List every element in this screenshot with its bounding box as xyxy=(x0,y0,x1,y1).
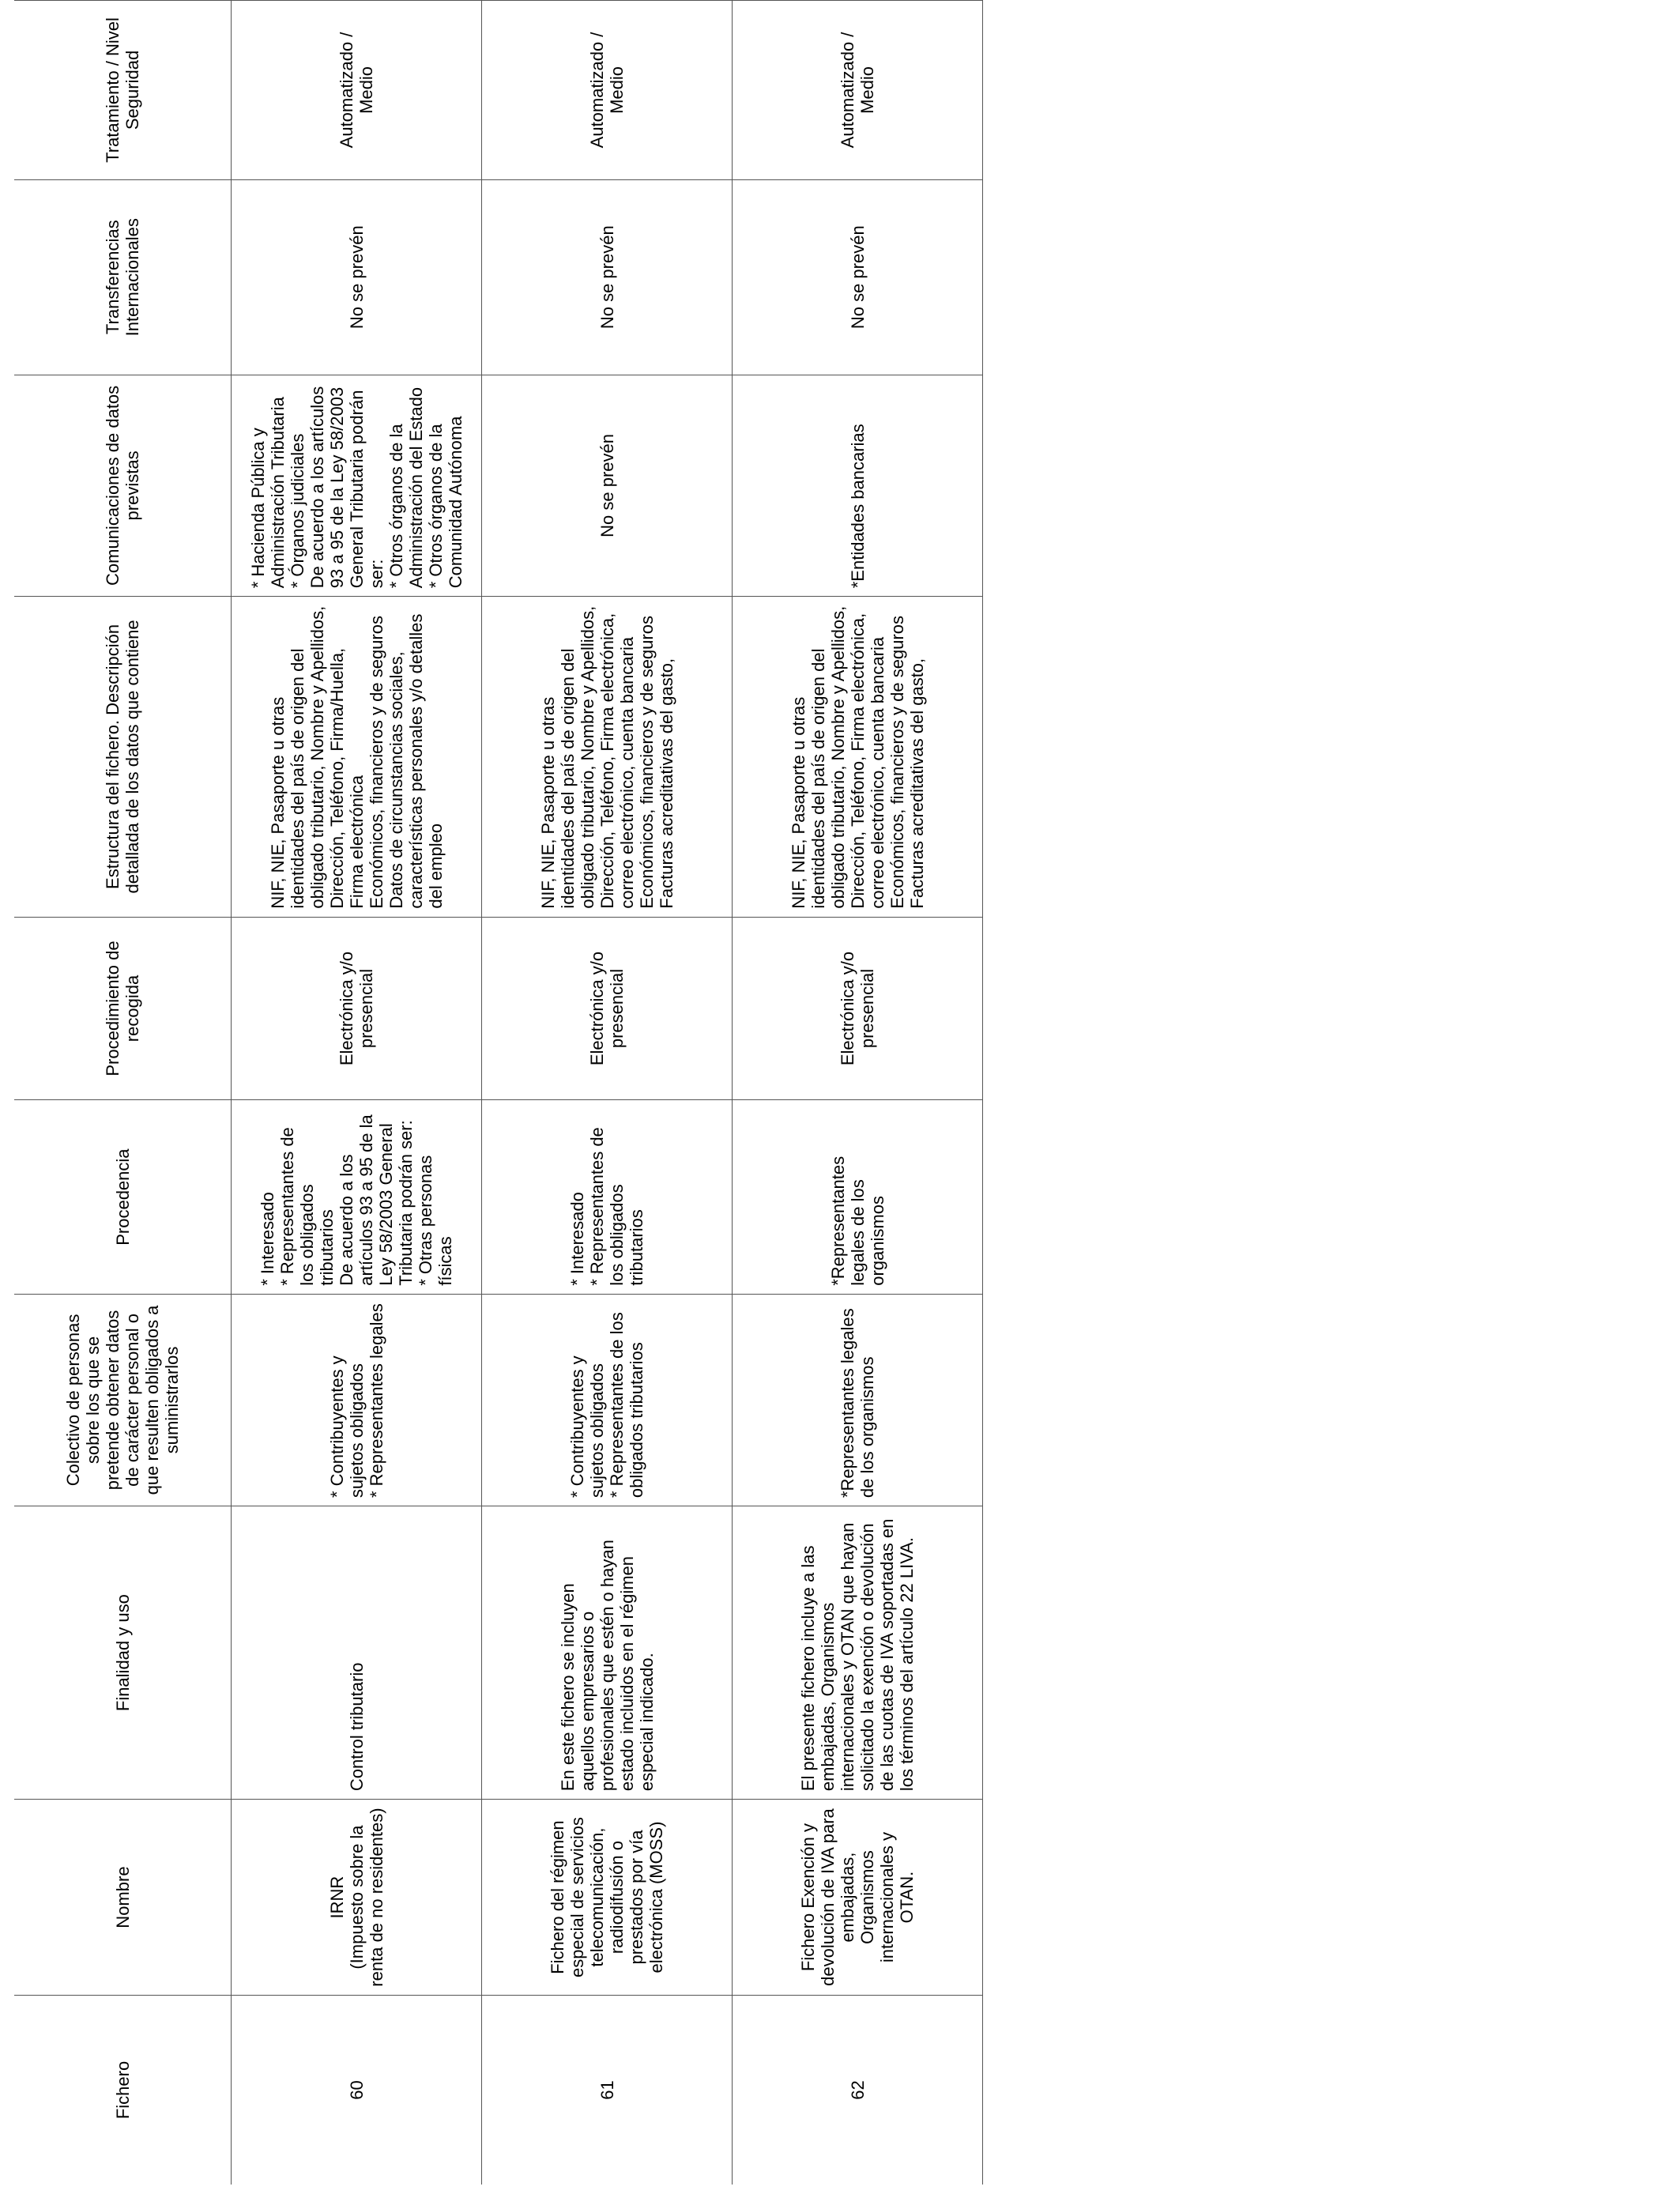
cell-tratamiento: Automatizado / Medio xyxy=(482,1,733,180)
cell-finalidad: El presente fichero incluye a las embajadas, Organismos internacionales y OTAN que hayan solicitado la exención o devolución de las cuotas de IVA soportadas en los términos del artículo 22 LIVA. xyxy=(733,1506,983,1800)
cell-colectivo: * Contribuyentes y sujetos obligados * Representantes legales xyxy=(232,1294,482,1506)
cell-procedencia: * Interesado * Representantes de los obligados tributarios De acuerdo a los artículos 93 a 95 de la Ley 58/2003 General Tributaria podrán ser: * Otras personas físicas xyxy=(232,1100,482,1294)
cell-transferencias: No se prevén xyxy=(482,179,733,375)
header-nombre: Nombre xyxy=(14,1800,232,1996)
cell-comunicaciones: *Entidades bancarias xyxy=(733,375,983,597)
cell-nombre: Fichero Exención y devolución de IVA para embajadas, Organismos internacionales y OTAN. xyxy=(733,1800,983,1996)
cell-estructura: NIF, NIE, Pasaporte u otras identidades del país de origen del obligado tributario, Nombre y Apellidos, Dirección, Teléfono, Firma electrónica, correo electrónico, cuenta bancaria Económicos, financieros y de seguros Facturas acreditativas del gasto, xyxy=(733,597,983,917)
cell-tratamiento: Automatizado / Medio xyxy=(733,1,983,180)
table-row xyxy=(733,1,983,2185)
cell-finalidad: Control tributario xyxy=(232,1506,482,1800)
cell-procedencia: *Representantes legales de los organismos xyxy=(733,1100,983,1294)
cell-fichero: 61 xyxy=(482,1995,733,2185)
cell-procedencia: * Interesado * Representantes de los obligados tributarios xyxy=(482,1100,733,1294)
header-fichero: Fichero xyxy=(14,1995,232,2185)
data-register-table xyxy=(14,0,983,2185)
header-transferencias: Transferencias Internacionales xyxy=(14,179,232,375)
header-procedimiento: Procedimiento de recogida xyxy=(14,917,232,1100)
cell-fichero: 62 xyxy=(733,1995,983,2185)
cell-comunicaciones: * Hacienda Pública y Administración Tributaria * Órganos judiciales De acuerdo a los artículos 93 a 95 de la Ley 58/2003 General Tributaria podrán ser: * Otros órganos de la Administración del Estado * Otros órganos de la Comunidad Autónoma xyxy=(232,375,482,597)
cell-transferencias: No se prevén xyxy=(232,179,482,375)
cell-procedimiento: Electrónica y/o presencial xyxy=(733,917,983,1100)
cell-nombre: Fichero del régimen especial de servicios telecomunicación, radiodifusión o prestados por vía electrónica (MOSS) xyxy=(482,1800,733,1996)
header-procedencia: Procedencia xyxy=(14,1100,232,1294)
table-row xyxy=(482,1,733,2185)
header-tratamiento: Tratamiento / Nivel Seguridad xyxy=(14,1,232,180)
cell-estructura: NIF, NIE, Pasaporte u otras identidades del país de origen del obligado tributario, Nombre y Apellidos, Dirección, Teléfono, Firma electrónica, correo electrónico, cuenta bancaria Económicos, financieros y de seguros Facturas acreditativas del gasto, xyxy=(482,597,733,917)
header-row xyxy=(14,1,232,2185)
cell-finalidad: En este fichero se incluyen aquellos empresarios o profesionales que estén o hayan estado incluidos en el régimen especial indicado. xyxy=(482,1506,733,1800)
table-row xyxy=(232,1,482,2185)
cell-comunicaciones: No se prevén xyxy=(482,375,733,597)
cell-fichero: 60 xyxy=(232,1995,482,2185)
cell-procedimiento: Electrónica y/o presencial xyxy=(232,917,482,1100)
cell-colectivo: *Representantes legales de los organismos xyxy=(733,1294,983,1506)
header-finalidad: Finalidad y uso xyxy=(14,1506,232,1800)
cell-colectivo: * Contribuyentes y sujetos obligados * Representantes de los obligados tributarios xyxy=(482,1294,733,1506)
cell-transferencias: No se prevén xyxy=(733,179,983,375)
cell-procedimiento: Electrónica y/o presencial xyxy=(482,917,733,1100)
cell-tratamiento: Automatizado / Medio xyxy=(232,1,482,180)
header-colectivo: Colectivo de personas sobre los que se pretende obtener datos de carácter personal o que resulten obligados a suministrarlos xyxy=(14,1294,232,1506)
header-estructura: Estructura del fichero. Descripción detallada de los datos que contiene xyxy=(14,597,232,917)
header-comunicaciones: Comunicaciones de datos previstas xyxy=(14,375,232,597)
cell-nombre: IRNR (Impuesto sobre la renta de no residentes) xyxy=(232,1800,482,1996)
cell-estructura: NIF, NIE, Pasaporte u otras identidades del país de origen del obligado tributario, Nombre y Apellidos, Dirección, Teléfono, Firma/Huella, Firma electrónica Económicos, financieros y de seguros Datos de circunstancias sociales, características personales y/o detalles del empleo xyxy=(232,597,482,917)
